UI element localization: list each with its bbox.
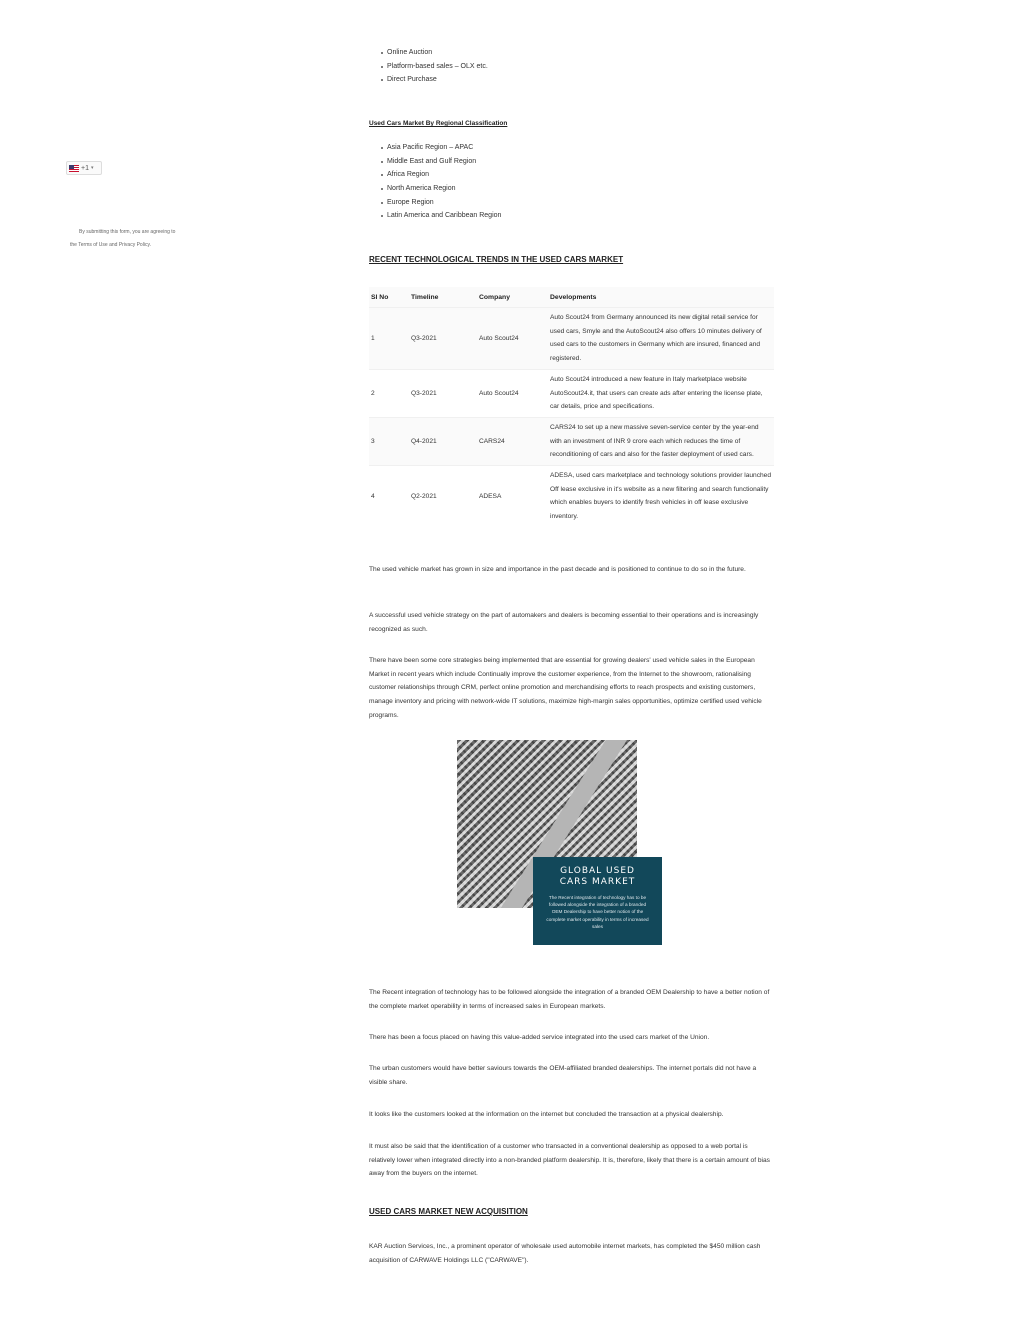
- list-item: Platform-based sales – OLX etc.: [381, 60, 488, 74]
- consent-text-line2: the Terms of Use and Privacy Policy.: [70, 242, 151, 248]
- cell-development: CARS24 to set up a new massive seven-service center by the year-end with an investment of INR 9 crore each which reduces the time of reconditioning of cars and also for the faster deployment of used cars.: [548, 417, 774, 465]
- cell-timeline: Q2-2021: [409, 466, 477, 527]
- cell-development: ADESA, used cars marketplace and technology solutions provider launched Off lease exclusive in it's website as a new filtering and search functionality which enables buyers to identify fresh vehicles in off lease exclusive inventory.: [548, 466, 774, 527]
- consent-text-line1: By submitting this form, you are agreeing to: [79, 229, 176, 235]
- paragraph: The urban customers would have better saviours towards the OEM-affiliated branded dealerships. The internet portals did not have a visible share.: [369, 1065, 757, 1086]
- column-header: Company: [477, 287, 548, 308]
- table-row: [369, 417, 774, 465]
- table-row: [369, 466, 774, 527]
- paragraph: There have been some core strategies being implemented that are essential for growing dealers' used vehicle sales in the European Market in recent years which include Continually improve the customer experience, from the Internet to the showroom, rationalising customer relationships through CRM, perfect online promotion and merchandising efforts to reach prospects and existing customers, manage inventory and pricing with network-wide IT solutions, maximize high-margin sales opportunities, optimize certified used vehicle programs.: [369, 657, 762, 719]
- trends-heading: RECENT TECHNOLOGICAL TRENDS IN THE USED CARS MARKET: [369, 255, 624, 264]
- list-item: North America Region: [381, 182, 501, 196]
- paragraph: There has been a focus placed on having this value-added service integrated into the used cars market of the Union.: [369, 1034, 710, 1041]
- cell-development: Auto Scout24 from Germany announced its new digital retail service for used cars, Smyle and the AutoScout24 also offers 10 minutes delivery of used cars to the customers in Germany which are insured, financed and registered.: [548, 308, 774, 370]
- list-item: Direct Purchase: [381, 73, 488, 87]
- cell-company: Auto Scout24: [477, 369, 548, 417]
- cell-no: 3: [369, 417, 409, 465]
- cell-no: 1: [369, 308, 409, 370]
- acquisition-paragraph: KAR Auction Services, Inc., a prominent operator of wholesale used automobile internet markets, has completed the $450 million cash acquisition of CARWAVE Holdings LLC ("CARWAVE").: [369, 1243, 761, 1264]
- column-header: Timeline: [409, 287, 477, 308]
- image-card-body: The Recent integration of technology has to be followed alongside the integration of a branded OEM Dealership to have better notion of the complete market operability in terms of increased sales: [546, 895, 649, 929]
- table-row: [369, 308, 774, 370]
- cell-timeline: Q3-2021: [409, 308, 477, 370]
- paragraph: It must also be said that the identification of a customer who transacted in a conventional dealership as opposed to a web portal is relatively lower when integrated directly into a non-branded platform dealership. It is, therefore, likely that there is a certain amount of bias away from the buyers on the internet.: [369, 1143, 770, 1178]
- column-header: Developments: [548, 287, 774, 308]
- paragraph: A successful used vehicle strategy on the part of automakers and dealers is becoming essential to their operations and is increasingly recognized as such.: [369, 612, 759, 633]
- us-flag-icon: [69, 165, 79, 172]
- column-header: Sl No: [369, 287, 409, 308]
- cell-timeline: Q4-2021: [409, 417, 477, 465]
- cell-development: Auto Scout24 introduced a new feature in Italy marketplace website AutoScout24.it, that users can create ads after entering the license plate, car details, price and specifications.: [548, 369, 774, 417]
- cell-no: 4: [369, 466, 409, 527]
- table-header-row: [369, 287, 774, 308]
- image-caption-card: [533, 857, 662, 945]
- acquisition-heading: USED CARS MARKET NEW ACQUISITION: [369, 1207, 528, 1216]
- list-item: Africa Region: [381, 168, 501, 182]
- list-item: Online Auction: [381, 46, 488, 60]
- paragraph: The Recent integration of technology has to be followed alongside the integration of a branded OEM Dealership to have a better notion of the complete market operability in terms of increased sales in European markets.: [369, 989, 770, 1010]
- cell-company: Auto Scout24: [477, 308, 548, 370]
- list-item: Latin America and Caribbean Region: [381, 209, 501, 223]
- table-row: [369, 369, 774, 417]
- chevron-down-icon: ▾: [90, 165, 94, 171]
- list-item: Asia Pacific Region – APAC: [381, 141, 501, 155]
- cell-no: 2: [369, 369, 409, 417]
- paragraph: The used vehicle market has grown in size and importance in the past decade and is positioned to continue to do so in the future.: [369, 566, 746, 573]
- global-used-cars-market-image: [457, 740, 662, 945]
- regional-heading: Used Cars Market By Regional Classification: [369, 120, 508, 127]
- cell-timeline: Q3-2021: [409, 369, 477, 417]
- phone-code: +1: [81, 164, 89, 172]
- image-card-title: GLOBAL USED CARS MARKET: [559, 866, 636, 887]
- trends-table: [369, 287, 774, 527]
- cell-company: ADESA: [477, 466, 548, 527]
- phone-country-select[interactable]: [66, 161, 102, 175]
- region-list: [381, 141, 501, 223]
- paragraph: It looks like the customers looked at the information on the internet but concluded the transaction at a physical dealership.: [369, 1111, 724, 1118]
- list-item: Europe Region: [381, 196, 501, 210]
- list-item: Middle East and Gulf Region: [381, 155, 501, 169]
- sales-channel-list: [381, 46, 488, 87]
- cell-company: CARS24: [477, 417, 548, 465]
